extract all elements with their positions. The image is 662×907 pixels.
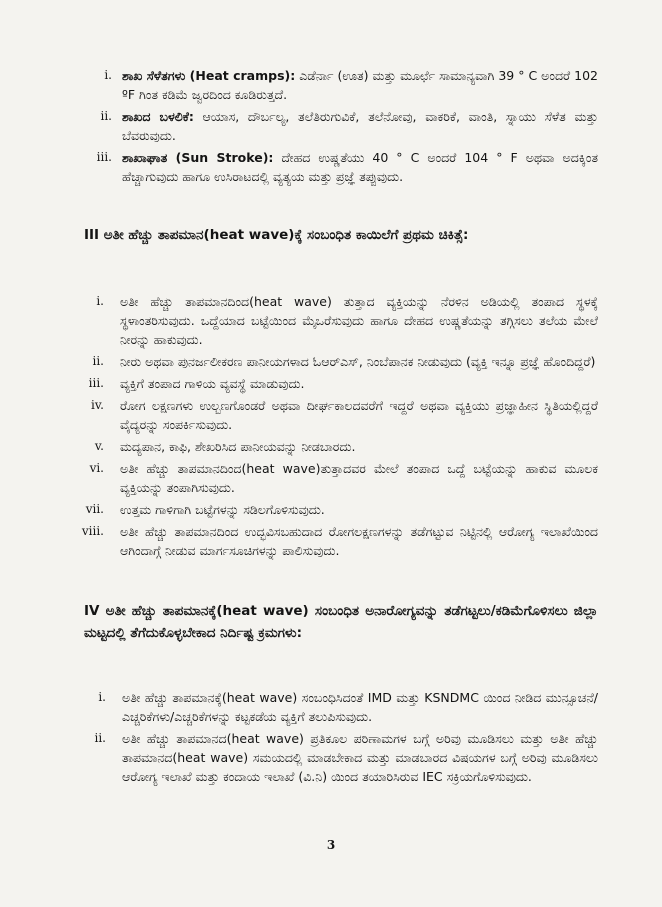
- list-item: [0, 729, 662, 786]
- item-text: ಎಡೆರ್ನಾ (ಊತ) ಮತ್ತು ಮೂರ್ಛೆ ಸಾಮಾನ್ಯವಾಗಿ 39 ° C ಅಂದರೆ 102 ºF ಗಿಂತ ಕಡಿಮೆ ಜ್ವರದಿಂದ ಕೂಡಿರುತ್ತದೆ.: [122, 68, 598, 102]
- list-item: [0, 459, 662, 497]
- list-item: [0, 66, 662, 104]
- item-term: ಶಾಖಾಘಾತ (Sun Stroke):: [122, 150, 274, 165]
- item-number: i.: [104, 68, 112, 82]
- item-text: ಆಯಾಸ, ದೌರ್ಬಲ್ಯ, ತಲೆತಿರುಗುವಿಕೆ, ತಲೆನೋವು, ವಾಕರಿಕೆ, ವಾಂತಿ, ಸ್ನಾಯು ಸೆಳೆತ ಮತ್ತು ಬೆವರುವುದು.: [122, 109, 598, 143]
- section-heading-first-aid: III ಅತೀ ಹೆಚ್ಚು ತಾಪಮಾನ(heat wave)ಕ್ಕೆ ಸಂಬಂಧಿತ ಕಾಯಿಲೆಗೆ ಪ್ರಥಮ ಚಿಕಿತ್ಸೆ:: [84, 227, 469, 243]
- list-item: [0, 148, 662, 186]
- item-number: iv.: [90, 398, 104, 412]
- list-item: [0, 437, 662, 456]
- item-number: i.: [98, 690, 106, 704]
- list-item: [0, 396, 662, 434]
- item-number: v.: [94, 439, 104, 453]
- item-text: ನೀರು ಅಥವಾ ಪುನರ್ಜಲೀಕರಣ ಪಾನೀಯಗಳಾದ ಓಆರ್‌ಎಸ್, ನಿಂಬೆಪಾನಕ ನೀಡುವುದು (ವ್ಯಕ್ತಿ ಇನ್ನೂ ಪ್ರಜ್ಞೆ ಹೊಂದಿದ್ದರೆ): [120, 354, 596, 369]
- list-item: [0, 500, 662, 519]
- item-number: viii.: [81, 524, 104, 538]
- list-item: [0, 292, 662, 349]
- list-item: [0, 107, 662, 145]
- item-text: ರೋಗ ಲಕ್ಷಣಗಳು ಉಲ್ಬಣಗೊಂಡರೆ ಅಥವಾ ದೀರ್ಘಕಾಲದವರೆಗೆ ಇದ್ದರೆ ಅಥವಾ ವ್ಯಕ್ತಿಯು ಪ್ರಜ್ಞಾಹೀನ ಸ್ಥಿತಿಯಲ್ಲಿದ್ದರೆ ವೈದ್ಯರನ್ನು ಸಂಪರ್ಕಿಸುವುದು.: [120, 398, 598, 432]
- item-text: ಉತ್ತಮ ಗಾಳಿಗಾಗಿ ಬಟ್ಟೆಗಳನ್ನು ಸಡಿಲಗೊಳಿಸುವುದು.: [120, 502, 325, 517]
- item-number: iii.: [88, 376, 104, 390]
- heat-illness-types-list: [0, 66, 662, 186]
- item-number: ii.: [94, 731, 106, 745]
- first-aid-list: [0, 292, 662, 560]
- item-text: ಅತೀ ಹೆಚ್ಚು ತಾಪಮಾನದಿಂದ(heat wave)ತುತ್ತಾದವರ ಮೇಲೆ ತಂಪಾದ ಒದ್ದೆ ಬಟ್ಟೆಯನ್ನು ಹಾಕುವ ಮೂಲಕ ವ್ಯಕ್ತಿಯನ್ನು ತಂಪಾಗಿಸುವುದು.: [120, 461, 598, 495]
- list-item: [0, 374, 662, 393]
- item-number: vi.: [89, 461, 104, 475]
- item-term: ಶಾಖ ಸೆಳೆತಗಳು (Heat cramps):: [122, 68, 296, 83]
- item-term: ಶಾಖದ ಬಳಲಿಕೆ:: [122, 109, 194, 124]
- item-number: iii.: [96, 150, 112, 164]
- item-text: ಅತೀ ಹೆಚ್ಚು ತಾಪಮಾನದ(heat wave) ಪ್ರತಿಕೂಲ ಪರಿಣಾಮಗಳ ಬಗ್ಗೆ ಅರಿವು ಮೂಡಿಸಲು ಮತ್ತು ಅತೀ ಹೆಚ್ಚು ತಾಪಮಾನದ(heat wave) ಸಮಯದಲ್ಲಿ ಮಾಡಬೇಕಾದ ಮತ್ತು ಮಾಡಬಾರದ ವಿಷಯಗಳ ಬಗ್ಗೆ ಅರಿವು ಮೂಡಿಸಲು ಆರೋಗ್ಯ ಇಲಾಖೆ ಮತ್ತು ಕಂದಾಯ ಇಲಾಖೆ (ವಿ.ನಿ) ಯಿಂದ ತಯಾರಿಸಿರುವ IEC ಸಕ್ರಿಯಗೊಳಿಸುವುದು.: [122, 731, 598, 784]
- item-number: ii.: [100, 109, 112, 123]
- section-heading-district-measures: IV ಅತೀ ಹೆಚ್ಚು ತಾಪಮಾನಕ್ಕೆ(heat wave) ಸಂಬಂಧಿತ ಅನಾರೋಗ್ಯವನ್ನು ತಡೆಗಟ್ಟಲು/ಕಡಿಮೆಗೊಳಿಸಲು ಜಿಲ್ಲಾ ಮಟ್ಟದಲ್ಲಿ ತೆಗೆದುಕೊಳ್ಳಬೇಕಾದ ನಿರ್ದಿಷ್ಟ ಕ್ರಮಗಳು:: [84, 603, 598, 641]
- item-number: i.: [96, 294, 104, 308]
- item-text: ಮದ್ಯಪಾನ, ಕಾಫಿ, ಶೇಖರಿಸಿದ ಪಾನೀಯವನ್ನು ನೀಡಬಾರದು.: [120, 439, 356, 454]
- item-text: ದೇಹದ ಉಷ್ಣತೆಯು 40 ° C ಅಂದರೆ 104 ° F ಅಥವಾ ಅದಕ್ಕಿಂತ ಹೆಚ್ಚಾಗುವುದು ಹಾಗೂ ಉಸಿರಾಟದಲ್ಲಿ ವ್ಯತ್ಯಯ ಮತ್ತು ಪ್ರಜ್ಞೆ ತಪ್ಪುವುದು.: [122, 150, 598, 184]
- district-measures-list: [0, 688, 662, 786]
- item-text: ವ್ಯಕ್ತಿಗೆ ತಂಪಾದ ಗಾಳಿಯ ವ್ಯವಸ್ಥೆ ಮಾಡುವುದು.: [120, 376, 305, 391]
- list-item: [0, 522, 662, 560]
- item-text: ಅತೀ ಹೆಚ್ಚು ತಾಪಮಾನಕ್ಕೆ(heat wave) ಸಂಬಂಧಿಸಿದಂತೆ IMD ಮತ್ತು KSNDMC ಯಿಂದ ನೀಡಿದ ಮುನ್ಸೂಚನೆ/ ಎಚ್ಚರಿಕೆಗಳು/ಎಚ್ಚರಿಕೆಗಳನ್ನು ಕಟ್ಟಕಡೆಯ ವ್ಯಕ್ತಿಗೆ ತಲುಪಿಸುವುದು.: [122, 690, 598, 724]
- item-number: ii.: [92, 354, 104, 368]
- item-text: ಅತೀ ಹೆಚ್ಚು ತಾಪಮಾನದಿಂದ(heat wave) ತುತ್ತಾದ ವ್ಯಕ್ತಿಯನ್ನು ನೆರಳಿನ ಅಡಿಯಲ್ಲಿ ತಂಪಾದ ಸ್ಥಳಕ್ಕೆ ಸ್ಥಳಾಂತರಿಸುವುದು. ಒದ್ದೆಯಾದ ಬಟ್ಟೆಯಿಂದ ಮೈಒರೆಸುವುದು ಹಾಗೂ ದೇಹದ ಉಷ್ಣತೆಯನ್ನು ತಗ್ಗಿಸಲು ತಲೆಯ ಮೇಲೆ ನೀರನ್ನು ಹಾಕುವುದು.: [120, 294, 598, 347]
- list-item: [0, 352, 662, 371]
- list-item: [0, 688, 662, 726]
- item-text: ಅತೀ ಹೆಚ್ಚು ತಾಪಮಾನದಿಂದ ಉದ್ಭವಿಸಬಹುದಾದ ರೋಗಲಕ್ಷಣಗಳನ್ನು ತಡೆಗಟ್ಟುವ ನಿಟ್ಟಿನಲ್ಲಿ ಆರೋಗ್ಯ ಇಲಾಖೆಯಿಂದ ಆಗಿಂದಾಗ್ಗೆ ನೀಡುವ ಮಾರ್ಗಸೂಚಿಗಳನ್ನು ಪಾಲಿಸುವುದು.: [120, 524, 598, 558]
- item-number: vii.: [85, 502, 104, 516]
- page-number: 3: [326, 838, 336, 852]
